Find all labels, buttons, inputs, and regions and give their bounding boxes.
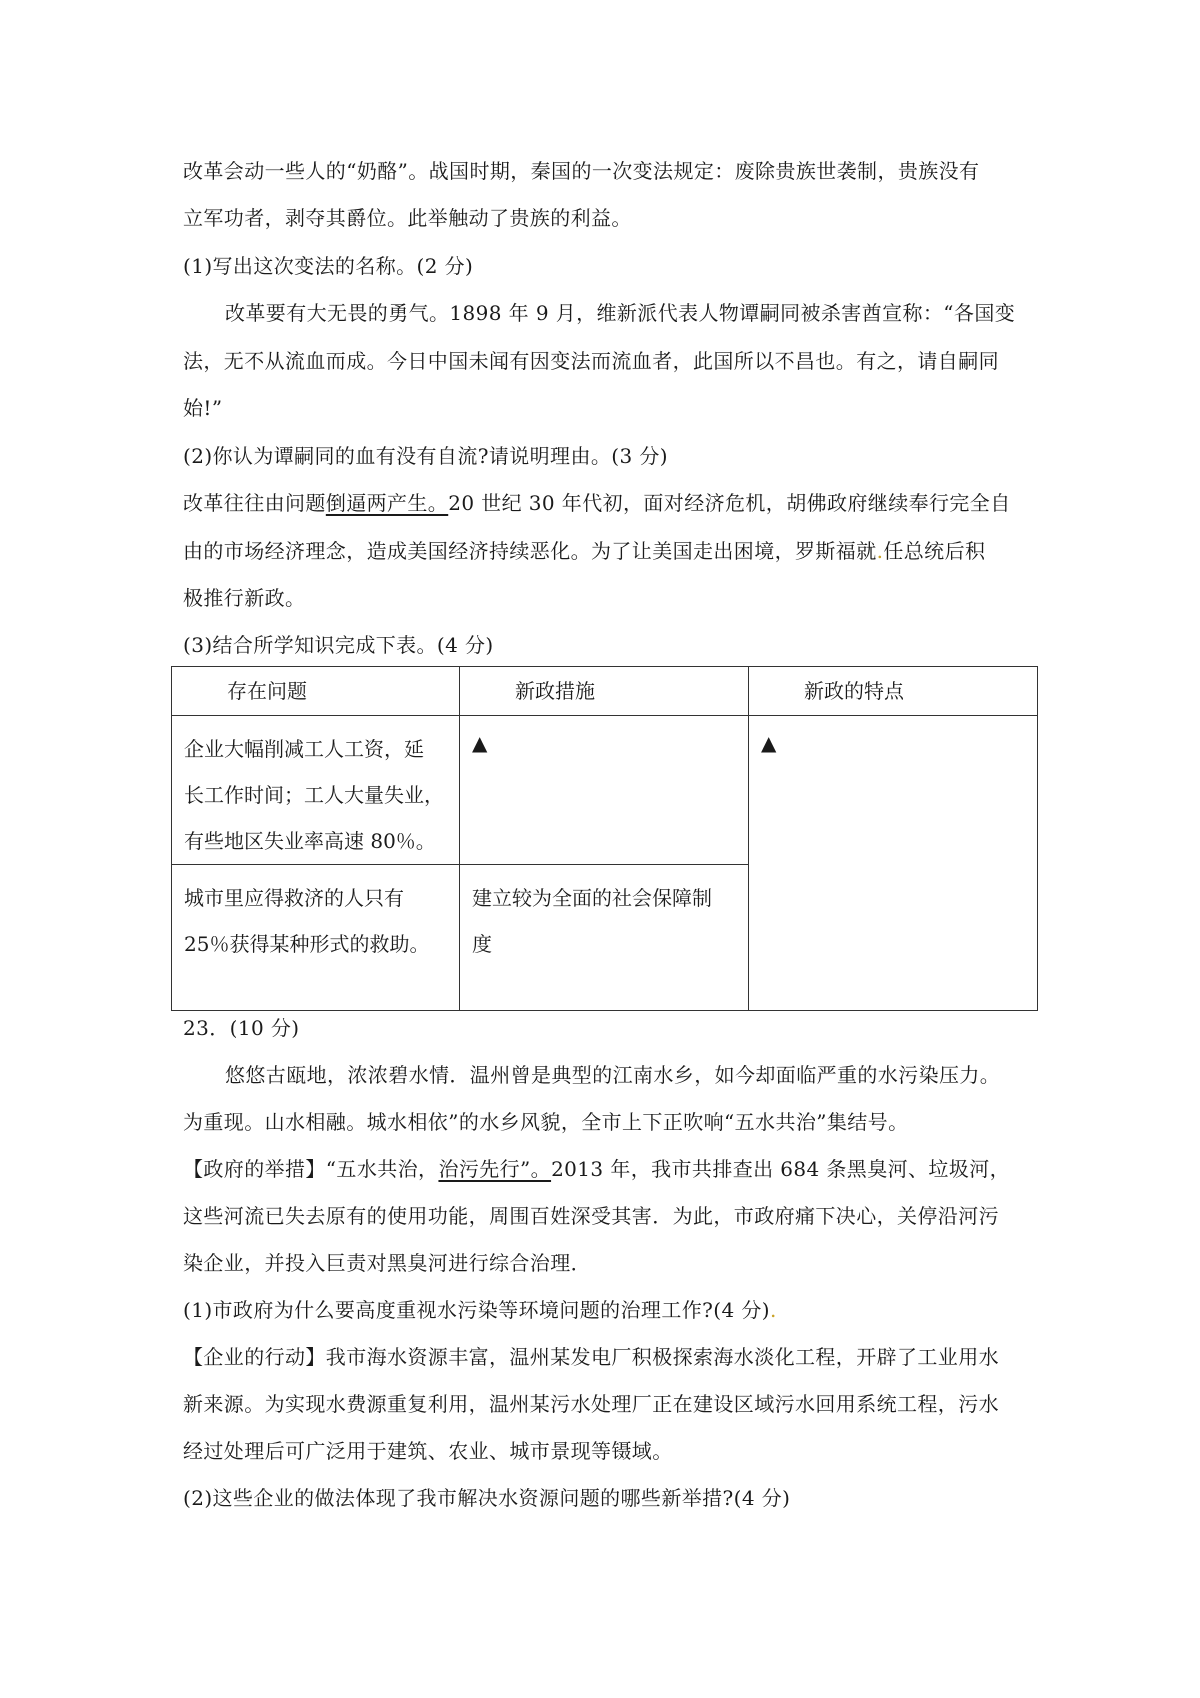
passage-1-line-1: 改革会动一些人的“奶酪”。战国时期，秦国的一次变法规定：废除贵族世袭制，贵族没有 — [183, 159, 980, 183]
header-problem — [172, 667, 460, 716]
passage-3-text-a: 改革往往由问题 — [183, 491, 326, 515]
question-3: (3)结合所学知识完成下表。(4 分) — [183, 633, 494, 657]
row1-measure — [460, 716, 749, 865]
passage-3-line-2 — [183, 537, 985, 565]
row2-measure-line-1: 建立较为全面的社会保障制 — [472, 886, 712, 910]
passage-5-line-1 — [183, 1155, 1010, 1183]
passage-3-text-b: 20 世纪 30 年代初，面对经济危机，胡佛政府继续奉行完全自 — [448, 491, 1011, 515]
question-2: (2)你认为谭嗣同的血有没有自流?请说明理由。(3 分) — [183, 444, 668, 468]
passage-6-line-1: 【企业的行动】我市海水资源丰富，温州某发电厂积极探索海水淡化工程，开辟了工业用水 — [183, 1345, 999, 1369]
row1-problem-line-1: 企业大幅削减工人工资，延 — [184, 737, 424, 761]
row1-problem-line-2: 长工作时间；工人大量失业， — [184, 783, 444, 807]
row1-problem-line-3: 有些地区失业率高速 80％。 — [184, 829, 436, 853]
header-feature — [749, 667, 1038, 716]
answer-triangle-measure: ▲ — [472, 731, 488, 755]
passage-4-line-1: 悠悠古瓯地，浓浓碧水情．温州曾是典型的江南水乡，如今却面临严重的水污染压力。 — [225, 1063, 1001, 1087]
passage-5-underlined: 治污先行”。 — [438, 1157, 552, 1181]
row1-problem-text — [172, 716, 459, 864]
answer-triangle-feature: ▲ — [761, 731, 777, 755]
passage-2-line-3: 始!” — [183, 396, 223, 420]
passage-3-line-2-b: 任总统后积 — [883, 539, 986, 563]
row1-problem — [172, 716, 460, 865]
row2-problem-text — [172, 865, 459, 967]
question-23-2: (2)这些企业的做法体现了我市解决水资源问题的哪些新举措?(4 分) — [183, 1486, 791, 1510]
question-1: (1)写出这次变法的名称。(2 分) — [183, 254, 474, 278]
new-deal-table — [171, 666, 1038, 1011]
header-measure-text: 新政措施 — [515, 679, 595, 703]
stray-mark: . — [876, 539, 884, 563]
passage-6-line-2: 新来源。为实现水费源重复利用，温州某污水处理厂正在建设区域污水回用系统工程，污水 — [183, 1392, 999, 1416]
row2-problem — [172, 865, 460, 1011]
question-23-1-text: (1)市政府为什么要高度重视水污染等环境问题的治理工作?(4 分) — [183, 1298, 770, 1322]
row2-problem-line-1: 城市里应得救济的人只有 — [184, 886, 404, 910]
header-feature-text: 新政的特点 — [804, 679, 904, 703]
feature-cell — [749, 716, 1038, 1011]
table-header-row — [172, 667, 1038, 716]
passage-3-line-3: 极推行新政。 — [183, 586, 306, 610]
passage-3-line-1 — [183, 489, 1011, 517]
row2-measure — [460, 865, 749, 1011]
header-problem-text: 存在问题 — [227, 679, 307, 703]
question-23-1 — [183, 1296, 777, 1324]
passage-5-line-2: 这些河流已失去原有的使用功能，周围百姓深受其害．为此，市政府痛下决心，关停沿河污 — [183, 1204, 999, 1228]
passage-6-line-3: 经过处理后可广泛用于建筑、农业、城市景现等镊域。 — [183, 1439, 673, 1463]
header-measure — [460, 667, 749, 716]
row2-measure-text — [460, 865, 748, 967]
passage-2-line-1: 改革要有大无畏的勇气。1898 年 9 月，维新派代表人物谭嗣同被杀害酋宣称：“各国变 — [225, 301, 1016, 325]
row2-problem-line-2: 25％获得某种形式的救助。 — [184, 932, 430, 956]
passage-3-underlined: 倒逼两产生。 — [325, 491, 449, 515]
question-23-heading: 23．(10 分) — [183, 1016, 300, 1040]
passage-5-text-a: 【政府的举措】“五水共治， — [183, 1157, 439, 1181]
passage-5-line-3: 染企业，并投入巨责对黑臭河进行综合治理． — [183, 1251, 591, 1275]
table-row — [172, 716, 1038, 865]
stray-mark: . — [769, 1298, 777, 1322]
passage-1-line-2: 立军功者，剥夺其爵位。此举触动了贵族的利益。 — [183, 206, 632, 230]
row2-measure-line-2: 度 — [472, 932, 492, 956]
passage-3-line-2-a: 由的市场经济理念，造成美国经济持续恶化。为了让美国走出困境，罗斯福就 — [183, 539, 877, 563]
passage-5-text-b: 2013 年，我市共排查出 684 条黑臭河、垃圾河， — [551, 1157, 1011, 1181]
passage-4-line-2: 为重现。山水相融。城水相依”的水乡风貌，全市上下正吹响“五水共治”集结号。 — [183, 1110, 909, 1134]
passage-2-line-2: 法，无不从流血而成。今日中国未闻有因变法而流血者，此国所以不昌也。有之，请自嗣同 — [183, 349, 999, 373]
